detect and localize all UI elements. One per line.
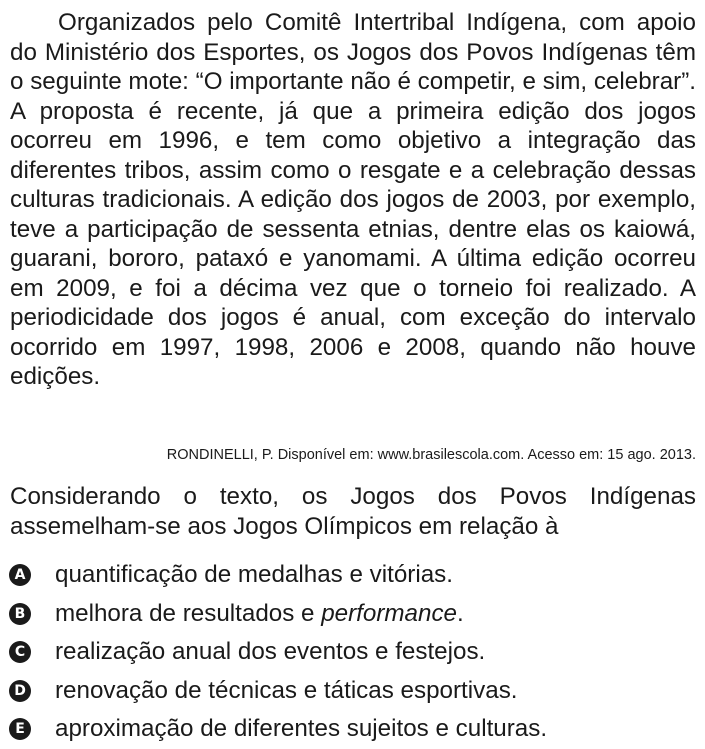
- passage-text: Organizados pelo Comitê Intertribal Indígena, com apoio do Ministério dos Esportes, os Jogos dos Povos Indígenas têm o seguinte mote: “O importante não é competir, e sim, celebrar”. A proposta é recente, já que a primeira edição dos jogos ocorreu em 1996, e tem como objetivo a integração das diferentes tribos, assim como o resgate e a celebração dessas culturas tradicionais. A edição dos jogos de 2003, por exemplo, teve a participação de sessenta etnias, dentre elas os kaiowá, guarani, bororo, pataxó e yanomami. A última edição ocorreu em 2009, e foi a décima vez que o torneio foi realizado. A periodicidade dos jogos é anual, com exceção do intervalo ocorrido em 1997, 1998, 2006 e 2008, quando não houve edições.: [10, 9, 696, 390]
- option-b[interactable]: [9, 595, 699, 634]
- option-a[interactable]: [9, 556, 699, 595]
- option-d-letter-badge: D: [9, 680, 31, 702]
- option-b-text-end: .: [457, 599, 464, 627]
- option-e-letter-badge: E: [9, 718, 31, 740]
- option-e-text: aproximação de diferentes sujeitos e culturas.: [55, 715, 548, 743]
- option-d-text: renovação de técnicas e táticas esportivas.: [55, 676, 518, 704]
- answer-options: [9, 556, 699, 749]
- question-stem: Considerando o texto, os Jogos dos Povos Indígenas assemelham-se aos Jogos Olímpicos em relação à: [10, 483, 696, 540]
- option-c-letter-badge: C: [9, 641, 31, 663]
- option-e[interactable]: [9, 710, 699, 749]
- option-b-text-italic: performance: [321, 599, 458, 627]
- option-d[interactable]: [9, 672, 699, 711]
- source-citation: RONDINELLI, P. Disponível em: www.brasilescola.com. Acesso em: 15 ago. 2013.: [166, 447, 696, 463]
- option-b-text: [55, 600, 464, 628]
- option-a-letter-badge: A: [9, 564, 31, 586]
- option-c[interactable]: [9, 633, 699, 672]
- option-a-text: quantificação de medalhas e vitórias.: [55, 561, 453, 589]
- option-b-text-start: melhora de resultados e: [55, 599, 322, 627]
- option-c-text: realização anual dos eventos e festejos.: [55, 638, 486, 666]
- option-b-letter-badge: B: [9, 603, 31, 625]
